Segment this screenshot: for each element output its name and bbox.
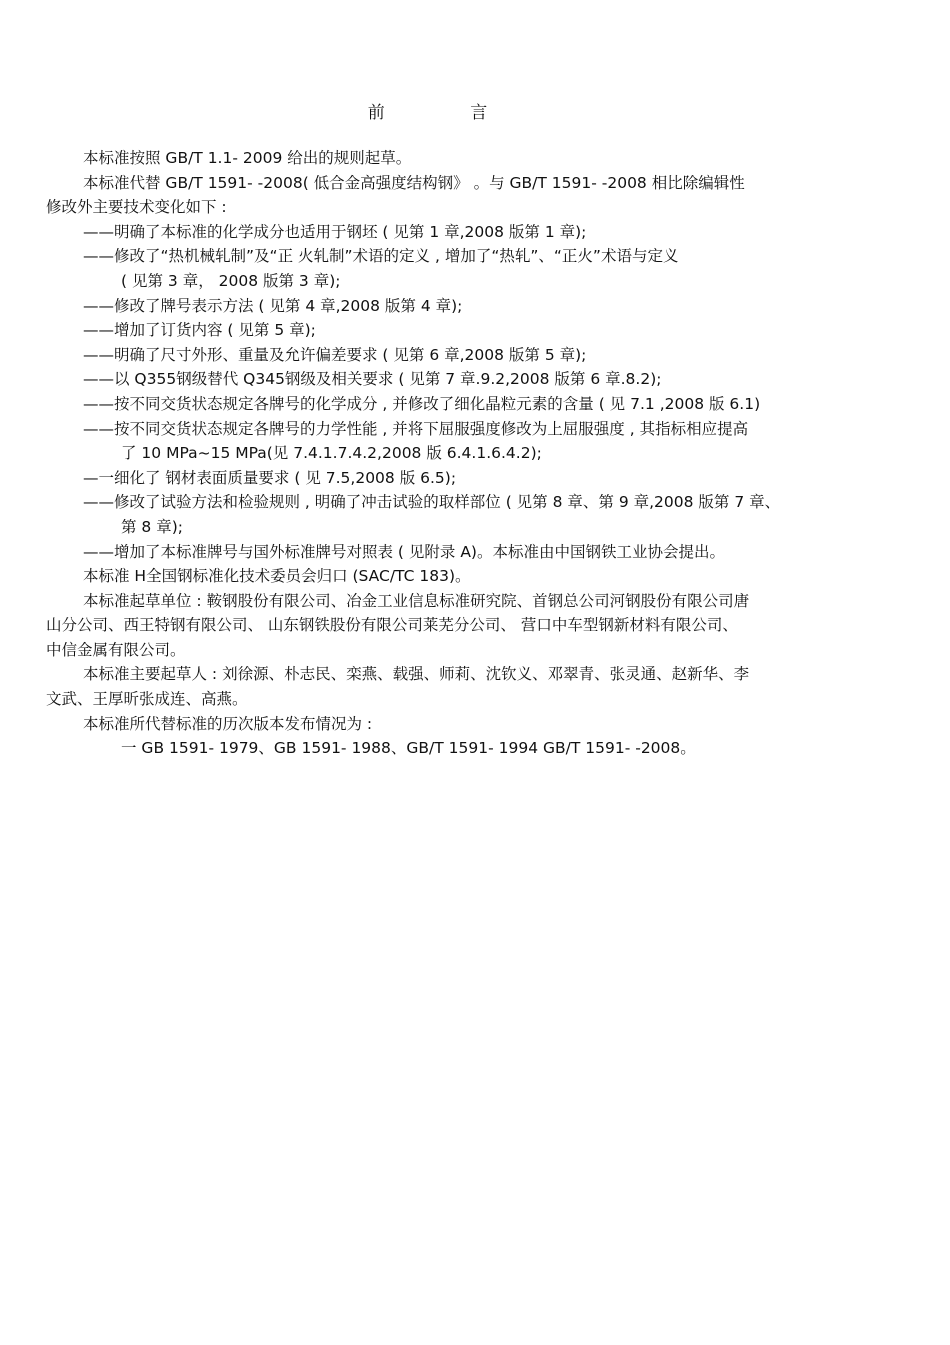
page-title: 前 言 xyxy=(367,103,528,123)
text-line: 本标准代替 GB/T 1591- -2008( 低合金高强度结构钢》 。与 GB/T 1591- -2008 相比除编辑性 xyxy=(83,173,745,192)
list-item-continuation: ( 见第 3 章， 2008 版第 3 章); xyxy=(121,271,341,290)
text-line: 修改外主要技术变化如下 : xyxy=(46,198,227,217)
list-item: —一细化了 钢材表面质量要求 ( 见 7.5,2008 版 6.5); xyxy=(83,468,457,487)
list-item: ——增加了本标准牌号与国外标准牌号对照表 ( 见附录 A)。本标准由中国钢铁工业协会提出。 xyxy=(83,542,725,561)
list-item: ——修改了试验方法和检验规则 , 明确了冲击试验的取样部位 ( 见第 8 章、第 9 章,2008 版第 7 章、 xyxy=(83,493,781,512)
list-item-continuation: 第 8 章); xyxy=(121,517,183,536)
document-body xyxy=(46,146,904,761)
list-item: ——以 Q355钢级替代 Q345钢级及相关要求 ( 见第 7 章.9.2,2008 版第 6 章.8.2); xyxy=(83,370,662,389)
list-item: ——按不同交货状态规定各牌号的力学性能 , 并将下屈服强度修改为上屈服强度 , 其指标相应提高 xyxy=(83,419,749,438)
list-item: ——修改了牌号表示方法 ( 见第 4 章,2008 版第 4 章); xyxy=(83,296,463,315)
text-line: 本标准所代替标准的历次版本发布情况为 : xyxy=(83,714,373,733)
text-line: 中信金属有限公司。 xyxy=(46,640,186,659)
list-item: ——明确了尺寸外形、重量及允许偏差要求 ( 见第 6 章,2008 版第 5 章); xyxy=(83,345,587,364)
text-line: 本标准 H全国钢标准化技术委员会归口 (SAC/TC 183)。 xyxy=(83,567,471,586)
text-line: 本标准主要起草人 : 刘徐源、朴志民、栾燕、载强、师莉、沈钦义、邓翠青、张灵通、赵新华、李 xyxy=(83,665,750,684)
list-item: ——按不同交货状态规定各牌号的化学成分 , 并修改了细化晶粒元素的含量 ( 见 7.1 ,2008 版 6.1) xyxy=(83,394,761,413)
list-item-continuation: 了 10 MPa~15 MPa(见 7.4.1.7.4.2,2008 版 6.4.1.6.4.2); xyxy=(121,444,542,463)
text-line: 文武、王厚昕张成连、高燕。 xyxy=(46,690,248,709)
list-item: ——增加了订货内容 ( 见第 5 章); xyxy=(83,321,316,340)
text-line: 山分公司、西王特钢有限公司、 山东钢铁股份有限公司莱芜分公司、 营口中车型钢新材料有限公司、 xyxy=(46,616,738,635)
list-item: ——修改了“热机械轧制”及“正 火轧制”术语的定义 , 增加了“热轧”、“正火”术语与定义 xyxy=(83,247,679,266)
text-line: 本标准起草单位 : 鞍钢股份有限公司、冶金工业信息标准研究院、首钢总公司河钢股份有限公司唐 xyxy=(83,591,750,610)
text-line: 一 GB 1591- 1979、GB 1591- 1988、GB/T 1591- 1994 GB/T 1591- -2008。 xyxy=(121,739,696,758)
text-line: 本标准按照 GB/T 1.1- 2009 给出的规则起草。 xyxy=(83,149,412,167)
list-item: ——明确了本标准的化学成分也适用于钢坯 ( 见第 1 章,2008 版第 1 章); xyxy=(83,222,587,241)
